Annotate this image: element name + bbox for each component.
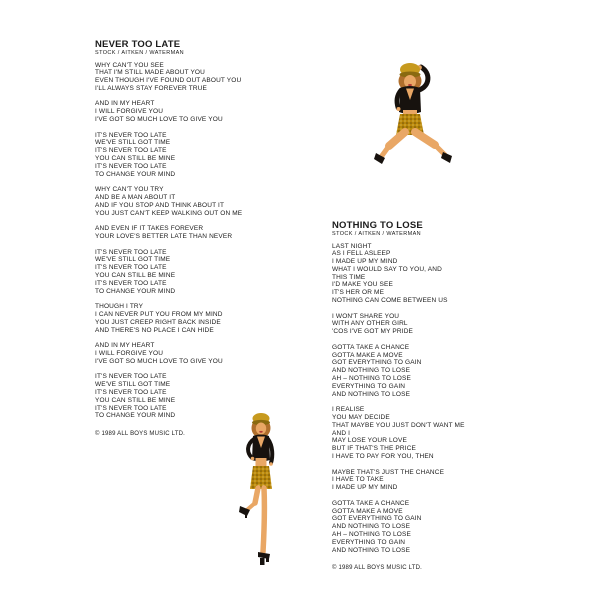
lyric-line: YOU JUST CAN'T KEEP WALKING OUT ON ME bbox=[95, 209, 243, 217]
lyric-line: WHY CAN'T YOU TRY bbox=[95, 186, 164, 194]
lyric-line: EVERYTHING TO GAIN bbox=[332, 382, 406, 390]
lyric-line: I WILL FORGIVE YOU bbox=[95, 349, 164, 357]
lyric-line: YOU CAN STILL BE MINE bbox=[95, 272, 176, 280]
lyric-line: EVERYTHING TO GAIN bbox=[332, 538, 406, 546]
lyric-line: I WON'T SHARE YOU bbox=[332, 312, 400, 320]
lyric-line: NOTHING CAN COME BETWEEN US bbox=[332, 297, 448, 305]
lyric-line: WHY CAN'T YOU SEE bbox=[95, 61, 164, 69]
lyric-line: GOTTA MAKE A MOVE bbox=[332, 351, 403, 359]
stanza bbox=[95, 249, 325, 296]
lyric-line: YOU MAY DECIDE bbox=[332, 414, 390, 422]
lyric-line: THAT I'M STILL MADE ABOUT YOU bbox=[95, 69, 205, 77]
lyric-line: I'VE GOT SO MUCH LOVE TO GIVE YOU bbox=[95, 357, 223, 365]
stanza bbox=[332, 406, 562, 461]
lyric-line: GOT EVERYTHING TO GAIN bbox=[332, 359, 422, 367]
stanza bbox=[95, 100, 325, 123]
lyric-line: I HAVE TO PAY FOR YOU, THEN bbox=[332, 453, 434, 461]
lyric-line: IT'S HER OR ME bbox=[332, 289, 385, 297]
lyric-line: GOT EVERYTHING TO GAIN bbox=[332, 515, 422, 523]
lyric-line: THIS TIME bbox=[332, 273, 366, 281]
standing-woman-photo bbox=[236, 410, 290, 570]
lyrics bbox=[332, 243, 562, 555]
lyric-line: WE'VE STILL GOT TIME bbox=[95, 139, 171, 147]
lyric-line: BUT IF THAT'S THE PRICE bbox=[332, 445, 417, 453]
lyric-line: I'VE GOT SO MUCH LOVE TO GIVE YOU bbox=[95, 116, 223, 124]
copyright-notice: © 1989 ALL BOYS MUSIC LTD. bbox=[332, 565, 422, 572]
lyric-line: AND IN MY HEART bbox=[95, 342, 155, 350]
lyric-line: IT'S NEVER TOO LATE bbox=[95, 373, 167, 381]
lyric-line: WHAT I WOULD SAY TO YOU, AND bbox=[332, 265, 442, 273]
lyric-line: IT'S NEVER TOO LATE bbox=[95, 131, 167, 139]
lyric-line: I'D MAKE YOU SEE bbox=[332, 281, 393, 289]
lyric-line: AND BE A MAN ABOUT IT bbox=[95, 194, 176, 202]
lyric-line: IT'S NEVER TOO LATE bbox=[95, 279, 167, 287]
lyric-line: TO CHANGE YOUR MIND bbox=[95, 287, 176, 295]
lyric-line: I MADE UP MY MIND bbox=[332, 258, 398, 266]
song-never-too-late bbox=[95, 40, 325, 437]
lyric-line: AND IF YOU STOP AND THINK ABOUT IT bbox=[95, 201, 225, 209]
stanza bbox=[332, 469, 562, 492]
stanza bbox=[95, 132, 325, 179]
lyric-line: WE'VE STILL GOT TIME bbox=[95, 256, 171, 264]
lyric-line: IT'S NEVER TOO LATE bbox=[95, 264, 167, 272]
lyric-line: AND EVEN IF IT TAKES FOREVER bbox=[95, 225, 204, 233]
lyric-line: MAYBE THAT'S JUST THE CHANCE bbox=[332, 468, 445, 476]
lyric-line: I REALISE bbox=[332, 406, 365, 414]
lyric-line: MAY LOSE YOUR LOVE bbox=[332, 437, 407, 445]
stanza bbox=[95, 342, 325, 365]
lyric-line: AND IN MY HEART bbox=[95, 100, 155, 108]
lyric-line: TO CHANGE YOUR MIND bbox=[95, 412, 176, 420]
lyric-line: AND THERE'S NO PLACE I CAN HIDE bbox=[95, 326, 214, 334]
song-credit: STOCK / AITKEN / WATERMAN bbox=[95, 50, 185, 56]
lyric-line: I HAVE TO TAKE bbox=[332, 476, 384, 484]
lyric-line: AH – NOTHING TO LOSE bbox=[332, 530, 411, 538]
lyric-line: GOTTA TAKE A CHANCE bbox=[332, 343, 410, 351]
lyric-line: AH – NOTHING TO LOSE bbox=[332, 375, 411, 383]
copyright-notice: © 1989 ALL BOYS MUSIC LTD. bbox=[95, 431, 185, 438]
lyrics bbox=[95, 62, 325, 421]
lyric-line: YOU CAN STILL BE MINE bbox=[95, 396, 176, 404]
stanza bbox=[332, 313, 562, 336]
lyric-line: AND NOTHING TO LOSE bbox=[332, 367, 411, 375]
lyric-line: IT'S NEVER TOO LATE bbox=[95, 147, 167, 155]
lyric-line: AND I bbox=[332, 429, 351, 437]
song-credit: STOCK / AITKEN / WATERMAN bbox=[332, 231, 422, 237]
lyric-line: I'LL ALWAYS STAY FOREVER TRUE bbox=[95, 84, 208, 92]
song-nothing-to-lose bbox=[332, 221, 562, 571]
lyric-line: YOUR LOVE'S BETTER LATE THAN NEVER bbox=[95, 233, 233, 241]
lyric-line: IT'S NEVER TOO LATE bbox=[95, 404, 167, 412]
stanza bbox=[332, 344, 562, 399]
lyric-line: AND NOTHING TO LOSE bbox=[332, 546, 411, 554]
stanza bbox=[95, 373, 325, 420]
lyric-line: 'COS I'VE GOT MY PRIDE bbox=[332, 328, 414, 336]
lyric-line: LAST NIGHT bbox=[332, 242, 372, 250]
lyric-line: EVEN THOUGH I'VE FOUND OUT ABOUT YOU bbox=[95, 77, 242, 85]
lyric-line: WITH ANY OTHER GIRL bbox=[332, 320, 408, 328]
stanza bbox=[332, 500, 562, 555]
lyric-line: YOU JUST CREEP RIGHT BACK INSIDE bbox=[95, 318, 221, 326]
lyric-line: THOUGH I TRY bbox=[95, 303, 144, 311]
standing-woman-illustration bbox=[236, 410, 290, 570]
lyric-line: GOTTA MAKE A MOVE bbox=[332, 507, 403, 515]
stanza bbox=[95, 186, 325, 217]
lyric-line: TO CHANGE YOUR MIND bbox=[95, 170, 176, 178]
lyric-line: THAT MAYBE YOU JUST DON'T WANT ME bbox=[332, 421, 465, 429]
lyric-line: IT'S NEVER TOO LATE bbox=[95, 162, 167, 170]
jumping-woman-illustration bbox=[374, 58, 454, 170]
lyric-line: IT'S NEVER TOO LATE bbox=[95, 248, 167, 256]
lyric-line: YOU CAN STILL BE MINE bbox=[95, 155, 176, 163]
lyric-line: GOTTA TAKE A CHANCE bbox=[332, 499, 410, 507]
lyric-line: I CAN NEVER PUT YOU FROM MY MIND bbox=[95, 311, 223, 318]
lyric-line: I MADE UP MY MIND bbox=[332, 484, 398, 492]
lyric-line: WE'VE STILL GOT TIME bbox=[95, 381, 171, 389]
lyric-line: I WILL FORGIVE YOU bbox=[95, 108, 164, 116]
stanza bbox=[95, 225, 325, 241]
song-title: NEVER TOO LATE bbox=[95, 39, 181, 50]
lyric-line: AND NOTHING TO LOSE bbox=[332, 390, 411, 398]
stanza bbox=[95, 303, 325, 334]
song-title: NOTHING TO LOSE bbox=[332, 220, 423, 231]
stanza bbox=[332, 243, 562, 305]
lyric-line: AS I FELL ASLEEP bbox=[332, 250, 391, 258]
stanza bbox=[95, 62, 325, 93]
jumping-woman-photo bbox=[374, 58, 454, 170]
lyric-line: AND NOTHING TO LOSE bbox=[332, 523, 411, 531]
lyric-line: IT'S NEVER TOO LATE bbox=[95, 388, 167, 396]
